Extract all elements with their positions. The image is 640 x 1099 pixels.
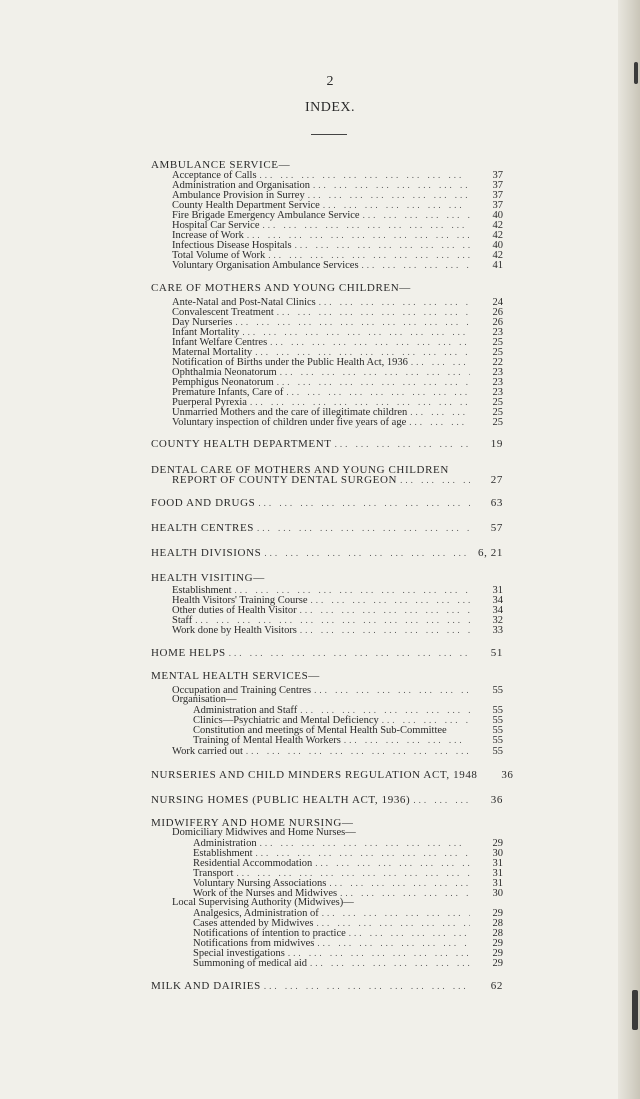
book-spine xyxy=(618,0,640,1099)
entry-label: Pemphigus Neonatorum xyxy=(172,377,274,388)
entry-label: Maternal Mortality xyxy=(172,347,253,358)
entry-label: Puerperal Pyrexia xyxy=(172,397,247,408)
leader-dots xyxy=(256,848,471,858)
entry-page-number: 40 xyxy=(492,240,503,251)
entry-page-number: 42 xyxy=(492,230,503,241)
leader-dots xyxy=(300,705,470,715)
page-title: INDEX. xyxy=(304,100,356,115)
entry-page-number: 25 xyxy=(492,397,503,408)
index-entry xyxy=(151,439,503,449)
entry-label: HEALTH CENTRES xyxy=(151,522,255,534)
entry-label: Administration and Organisation xyxy=(172,180,311,191)
leader-dots xyxy=(229,648,470,658)
leader-dots xyxy=(410,407,470,417)
entry-label: MILK AND DAIRIES xyxy=(151,980,261,992)
leader-dots xyxy=(255,347,470,357)
entry-label: AMBULANCE SERVICE— xyxy=(151,159,291,171)
entry-label: Clinics—Psychiatric and Mental Deficiency xyxy=(193,715,379,726)
entry-page-number: 36 xyxy=(490,794,503,806)
entry-page-number: 42 xyxy=(492,250,503,261)
leader-dots xyxy=(308,190,470,200)
entry-page-number: 22 xyxy=(492,357,503,368)
entry-label: HEALTH DIVISIONS xyxy=(151,547,262,559)
index-entry xyxy=(172,475,503,485)
index-entry xyxy=(151,160,503,170)
entry-label: COUNTY HEALTH DEPARTMENT xyxy=(151,438,332,450)
entry-label: Residential Accommodation xyxy=(193,858,313,869)
entry-page-number: 24 xyxy=(492,297,503,308)
index-entry xyxy=(172,898,503,908)
leader-dots xyxy=(280,367,470,377)
leader-dots xyxy=(344,735,470,745)
index-entry xyxy=(193,958,503,969)
entry-label: Increase of Work xyxy=(172,230,244,241)
index-entry xyxy=(193,735,503,746)
leader-dots xyxy=(316,918,470,928)
leader-dots xyxy=(277,377,470,387)
entry-label: Premature Infants, Care of xyxy=(172,387,284,398)
entry-label: Fire Brigade Emergency Ambulance Service xyxy=(172,210,360,221)
entry-page-number: 55 xyxy=(492,746,503,757)
entry-page-number: 55 xyxy=(492,715,503,726)
entry-page-number: 34 xyxy=(492,605,503,616)
leader-dots xyxy=(413,795,470,805)
leader-dots xyxy=(340,888,470,898)
entry-label: Special investigations xyxy=(193,948,285,959)
entry-page-number: 28 xyxy=(492,918,503,929)
entry-page-number: 33 xyxy=(492,625,503,636)
entry-label: Analgesics, Administration of xyxy=(193,908,319,919)
entry-label: CARE OF MOTHERS AND YOUNG CHILDREN— xyxy=(151,282,411,294)
leader-dots xyxy=(317,938,470,948)
leader-dots xyxy=(250,397,470,407)
leader-dots xyxy=(311,595,470,605)
entry-page-number: 32 xyxy=(492,615,503,626)
entry-label: Work carried out xyxy=(172,746,243,757)
page-number: 2 xyxy=(326,74,334,89)
index-entry xyxy=(151,671,503,681)
leader-dots xyxy=(264,981,470,991)
entry-page-number: 28 xyxy=(492,928,503,939)
leader-dots xyxy=(300,625,470,635)
entry-label: Voluntary Nursing Associations xyxy=(193,878,327,889)
entry-label: Local Supervising Authority (Midwives)— xyxy=(172,897,354,908)
leader-dots xyxy=(235,317,470,327)
leader-dots xyxy=(270,337,470,347)
leader-dots xyxy=(260,170,470,180)
entry-page-number: 37 xyxy=(492,180,503,191)
entry-page-number: 40 xyxy=(492,210,503,221)
leader-dots xyxy=(257,523,470,533)
entry-page-number: 57 xyxy=(490,522,503,534)
entry-label: Domiciliary Midwives and Home Nurses— xyxy=(172,827,356,838)
leader-dots xyxy=(286,387,470,397)
spine-mark xyxy=(632,990,638,1030)
entry-page-number: 30 xyxy=(492,888,503,899)
index-entry xyxy=(151,498,503,508)
entry-page-number: 37 xyxy=(492,190,503,201)
entry-page-number: 42 xyxy=(492,220,503,231)
entry-label: Work of the Nurses and Midwives xyxy=(193,888,338,899)
entry-page-number: 29 xyxy=(492,908,503,919)
entry-page-number: 30 xyxy=(492,848,503,859)
leader-dots xyxy=(264,548,470,558)
entry-page-number: 55 xyxy=(492,725,503,736)
title-rule xyxy=(311,134,347,135)
entry-label: HOME HELPS xyxy=(151,647,226,659)
leader-dots xyxy=(315,858,470,868)
entry-label: Voluntary inspection of children under five years of age xyxy=(172,417,407,428)
entry-page-number: 41 xyxy=(492,260,503,271)
entry-label: Day Nurseries xyxy=(172,317,233,328)
entry-page-number: 37 xyxy=(492,170,503,181)
entry-label: Notifications of intention to practice xyxy=(193,928,346,939)
entry-label: Notifications from midwives xyxy=(193,938,315,949)
index-entry xyxy=(172,417,503,428)
entry-label: Ambulance Provision in Surrey xyxy=(172,190,305,201)
index-entry xyxy=(151,769,514,781)
entry-label: MIDWIFERY AND HOME NURSING— xyxy=(151,817,354,829)
entry-label: Establishment xyxy=(172,585,232,596)
index-entry xyxy=(151,523,503,533)
entry-page-number: 62 xyxy=(490,980,503,992)
entry-page-number: 31 xyxy=(492,858,503,869)
entry-page-number: 51 xyxy=(490,647,503,659)
entry-label: Establishment xyxy=(193,848,253,859)
leader-dots xyxy=(195,615,470,625)
entry-page-number: 27 xyxy=(490,474,503,486)
leader-dots xyxy=(246,746,470,756)
entry-label: Total Volume of Work xyxy=(172,250,266,261)
entry-label: Infant Mortality xyxy=(172,327,240,338)
index-entry xyxy=(151,648,503,658)
entry-page-number: 25 xyxy=(492,337,503,348)
entry-label: MENTAL HEALTH SERVICES— xyxy=(151,670,320,682)
index-entry xyxy=(151,981,503,991)
leader-dots xyxy=(319,297,470,307)
entry-page-number: 23 xyxy=(492,327,503,338)
leader-dots xyxy=(235,585,471,595)
entry-page-number: 55 xyxy=(492,685,503,696)
leader-dots xyxy=(295,240,470,250)
entry-label: County Health Department Service xyxy=(172,200,320,211)
entry-label: Convalescent Treatment xyxy=(172,307,274,318)
entry-page-number: 63 xyxy=(490,497,503,509)
leader-dots xyxy=(242,327,470,337)
index-entry xyxy=(151,573,503,583)
leader-dots xyxy=(313,180,470,190)
entry-page-number: 23 xyxy=(492,377,503,388)
entry-page-number: 34 xyxy=(492,595,503,606)
leader-dots xyxy=(236,868,470,878)
index-entry xyxy=(172,746,503,757)
entry-label: REPORT OF COUNTY DENTAL SURGEON xyxy=(172,474,398,486)
entry-label: NURSING HOMES (PUBLIC HEALTH ACT, 1936) xyxy=(151,794,411,806)
entry-label: Cases attended by Midwives xyxy=(193,918,314,929)
leader-dots xyxy=(322,908,470,918)
entry-page-number: 26 xyxy=(492,317,503,328)
entry-page-number: 29 xyxy=(492,958,503,969)
entry-page-number: 6, 21 xyxy=(478,547,503,559)
leader-dots xyxy=(262,220,470,230)
leader-dots xyxy=(314,685,470,695)
entry-label: Voluntary Organisation Ambulance Services xyxy=(172,260,359,271)
leader-dots xyxy=(310,958,470,968)
entry-page-number: 55 xyxy=(492,735,503,746)
index-entry xyxy=(172,260,503,271)
index-entry xyxy=(151,283,503,293)
entry-page-number: 37 xyxy=(492,200,503,211)
entry-label: Staff xyxy=(172,615,193,626)
entry-page-number: 25 xyxy=(492,417,503,428)
index-entry xyxy=(151,795,503,805)
entry-label: Organisation— xyxy=(172,694,237,705)
entry-label: Other duties of Health Visitor xyxy=(172,605,297,616)
entry-page-number: 23 xyxy=(492,367,503,378)
leader-dots xyxy=(409,417,470,427)
index-entry xyxy=(172,828,503,838)
leader-dots xyxy=(382,715,470,725)
leader-dots xyxy=(258,498,470,508)
entry-label: Administration xyxy=(193,838,257,849)
entry-label: Work done by Health Visitors xyxy=(172,625,297,636)
leader-dots xyxy=(411,357,470,367)
entry-label: Summoning of medical aid xyxy=(193,958,308,969)
entry-page-number: 29 xyxy=(492,948,503,959)
entry-label: Infant Welfare Centres xyxy=(172,337,268,348)
entry-page-number: 19 xyxy=(490,438,503,450)
leader-dots xyxy=(247,230,470,240)
leader-dots xyxy=(329,878,470,888)
leader-dots xyxy=(349,928,470,938)
entry-label: DENTAL CARE OF MOTHERS AND YOUNG CHILDREN xyxy=(151,464,449,476)
entry-page-number: 36 xyxy=(501,769,514,781)
leader-dots xyxy=(268,250,470,260)
entry-label: Health Visitors' Training Course xyxy=(172,595,308,606)
index-entry xyxy=(151,548,503,558)
entry-label: Constitution and meetings of Mental Health Sub-Committee xyxy=(193,725,447,736)
leader-dots xyxy=(300,605,470,615)
entry-label: Administration and Staff xyxy=(193,705,298,716)
entry-page-number: 31 xyxy=(492,878,503,889)
entry-label: Infectious Disease Hospitals xyxy=(172,240,292,251)
entry-page-number: 25 xyxy=(492,407,503,418)
leader-dots xyxy=(362,260,470,270)
leader-dots xyxy=(363,210,470,220)
entry-label: Unmarried Mothers and the care of illegitimate children xyxy=(172,407,408,418)
entry-label: Hospital Car Service xyxy=(172,220,260,231)
entry-label: Transport xyxy=(193,868,234,879)
leader-dots xyxy=(335,439,470,449)
index-entry xyxy=(172,695,503,705)
entry-page-number: 55 xyxy=(492,705,503,716)
entry-label: Ophthalmia Neonatorum xyxy=(172,367,277,378)
entry-label: HEALTH VISITING— xyxy=(151,572,265,584)
entry-page-number: 23 xyxy=(492,387,503,398)
entry-page-number: 29 xyxy=(492,838,503,849)
entry-label: Notification of Births under the Public Health Act, 1936 xyxy=(172,357,408,368)
entry-label: FOOD AND DRUGS xyxy=(151,497,256,509)
leader-dots xyxy=(260,838,470,848)
entry-label: Training of Mental Health Workers xyxy=(193,735,341,746)
index-entry xyxy=(172,625,503,636)
entry-page-number: 31 xyxy=(492,868,503,879)
entry-page-number: 29 xyxy=(492,938,503,949)
entry-label: Acceptance of Calls xyxy=(172,170,257,181)
entry-page-number: 25 xyxy=(492,347,503,358)
leader-dots xyxy=(400,475,470,485)
entry-page-number: 31 xyxy=(492,585,503,596)
entry-label: Ante-Natal and Post-Natal Clinics xyxy=(172,297,316,308)
leader-dots xyxy=(323,200,470,210)
leader-dots xyxy=(288,948,470,958)
entry-page-number: 26 xyxy=(492,307,503,318)
leader-dots xyxy=(277,307,470,317)
entry-label: NURSERIES AND CHILD MINDERS REGULATION ACT, 1948 xyxy=(151,769,478,781)
entry-label: Occupation and Training Centres xyxy=(172,685,312,696)
